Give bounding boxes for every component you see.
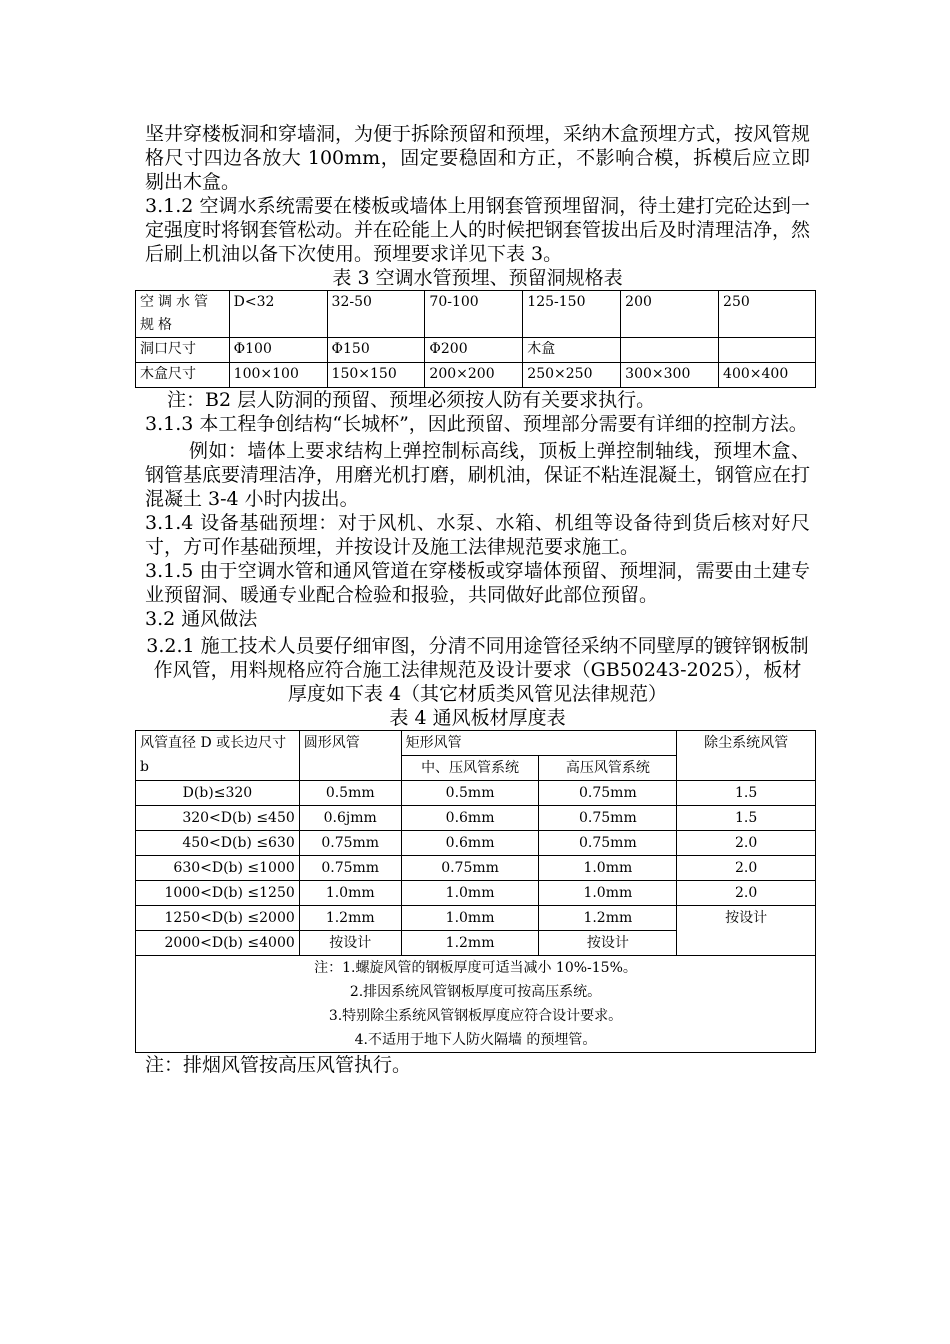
table-row	[136, 731, 816, 756]
table-cell: 150×150	[327, 363, 425, 388]
table-row	[136, 291, 816, 338]
note-line: 3.特别除尘系统风管钢板厚度应符合设计要求。	[328, 1008, 623, 1024]
table-cell: 2.0	[677, 856, 816, 881]
table-row	[136, 856, 816, 881]
table-cell: 1250<D(b) ≤2000	[136, 906, 300, 931]
table-header-cell: 矩形风管	[401, 731, 677, 756]
table-cell: 2000<D(b) ≤4000	[136, 931, 300, 956]
paragraph-3-1-4: 3.1.4 设备基础预埋：对于风机、水泵、水箱、机组等设备待到货后核对好尺寸，方可作基础预埋，并按设计及施工法律规范要求施工。	[145, 512, 810, 558]
table-cell: 0.6mm	[401, 831, 539, 856]
table-cell: 空调水管规格	[136, 291, 230, 338]
paragraph-3-1-5: 3.1.5 由于空调水管和通风管道在穿楼板或穿墙体预留、预埋洞，需要由土建专业预留洞、暖通专业配合检验和报验，共同做好此部位预留。	[145, 560, 810, 606]
paragraph-1: 坚井穿楼板洞和穿墙洞，为便于拆除预留和预埋，采纳木盒预埋方式，按风管规格尺寸四边各放大 100mm，固定要稳固和方正，不影响合模，拆模后应立即剔出木盒。	[145, 123, 811, 193]
note-b2: 注：B2 层人防洞的预留、预埋必须按人防有关要求执行。	[167, 389, 656, 411]
table-cell: 250×250	[523, 363, 621, 388]
table-cell: 200×200	[425, 363, 523, 388]
table-cell	[621, 338, 719, 363]
note-smoke-exhaust: 注：排烟风管按高压风管执行。	[145, 1054, 412, 1076]
table3	[135, 290, 816, 388]
table-cell: 0.5mm	[401, 781, 539, 806]
table-header-cell: 除尘系统风管	[677, 731, 816, 781]
table-header-cell: 中、压风管系统	[401, 756, 539, 781]
table-cell: 按设计	[677, 906, 816, 956]
table-cell: 200	[621, 291, 719, 338]
table-row	[136, 956, 816, 1053]
table-cell: 1.5	[677, 781, 816, 806]
table-row	[136, 881, 816, 906]
note-line: 4.不适用于地下人防火隔墙 的预埋管。	[354, 1032, 597, 1048]
table-cell	[719, 338, 816, 363]
table-cell: 450<D(b) ≤630	[136, 831, 300, 856]
paragraph-3-2-1: 3.2.1 施工技术人员要仔细审图，分清不同用途管径采纳不同壁厚的镀锌钢板制作风管，用料规格应符合施工法律规范及设计要求（GB50243-2025），板材厚度如下表 4（其它材质类风管见法律规范）	[146, 635, 809, 705]
table-cell: 32-50	[327, 291, 425, 338]
table-cell: 0.75mm	[539, 781, 677, 806]
document-page	[140, 122, 811, 1077]
table-cell: 400×400	[719, 363, 816, 388]
table-header-cell: 圆形风管	[299, 731, 401, 781]
table-row	[136, 363, 816, 388]
table4	[135, 730, 816, 1053]
table-cell: 70-100	[425, 291, 523, 338]
table-header-cell: 高压风管系统	[539, 756, 677, 781]
table-row	[136, 781, 816, 806]
paragraph-3-1-2: 3.1.2 空调水系统需要在楼板或墙体上用钢套管预埋留洞，待土建打完砼达到一定强度时将钢套管松动。并在砼能上人的时候把钢套管拔出后及时清理洁净，然后刷上机油以备下次使用。预埋要求详见下表 3。	[145, 195, 811, 265]
note-line: 注：1.螺旋风管的钢板厚度可适当减小 10%-15%。	[314, 960, 637, 976]
table-cell: 按设计	[539, 931, 677, 956]
table-header-cell: 风管直径 D 或长边尺寸 b	[136, 731, 300, 781]
table-cell: Φ150	[327, 338, 425, 363]
table4-caption: 表 4 通风板材厚度表	[389, 707, 566, 729]
table-row	[136, 831, 816, 856]
table-cell: 按设计	[299, 931, 401, 956]
table-cell: 1.2mm	[401, 931, 539, 956]
table-cell: 0.6jmm	[299, 806, 401, 831]
table-cell: 0.75mm	[539, 831, 677, 856]
table-cell: 630<D(b) ≤1000	[136, 856, 300, 881]
table-cell: 0.75mm	[299, 831, 401, 856]
table-cell: 木盒尺寸	[136, 363, 230, 388]
table-cell: 1.2mm	[539, 906, 677, 931]
paragraph-3-1-3: 3.1.3 本工程争创结构“长城杯”，因此预留、预埋部分需要有详细的控制方法。	[145, 413, 808, 435]
table-cell: 125-150	[523, 291, 621, 338]
paragraph-example: 例如：墙体上要求结构上弹控制标高线，顶板上弹控制轴线，预埋木盒、钢管基底要清理洁净，用磨光机打磨，刷机油，保证不粘连混凝土，钢管应在打混凝土 3-4 小时内拔出。	[145, 440, 811, 510]
table-cell: 0.75mm	[299, 856, 401, 881]
table-cell: 0.6mm	[401, 806, 539, 831]
table-cell: 1.0mm	[539, 881, 677, 906]
table-cell: 2.0	[677, 831, 816, 856]
table-cell: 0.75mm	[401, 856, 539, 881]
table-row	[136, 906, 816, 931]
table-cell: Φ100	[229, 338, 327, 363]
table4-notes	[136, 956, 816, 1053]
table-cell: 1.0mm	[539, 856, 677, 881]
table-cell: D(b)≤320	[136, 781, 300, 806]
table-cell: 320<D(b) ≤450	[136, 806, 300, 831]
table-cell: 100×100	[229, 363, 327, 388]
table-cell: 2.0	[677, 881, 816, 906]
table-cell: 0.5mm	[299, 781, 401, 806]
table-cell: 1.0mm	[299, 881, 401, 906]
table-cell: Φ200	[425, 338, 523, 363]
table3-caption: 表 3 空调水管预埋、预留洞规格表	[332, 267, 623, 289]
table-cell: 1.2mm	[299, 906, 401, 931]
note-line: 2.排因系统风管钢板厚度可按高压系统。	[349, 984, 602, 1000]
table-cell: 洞口尺寸	[136, 338, 230, 363]
table-cell: 1.0mm	[401, 881, 539, 906]
table-cell: 300×300	[621, 363, 719, 388]
table-row	[136, 806, 816, 831]
table-cell: 1000<D(b) ≤1250	[136, 881, 300, 906]
table-cell: 木盒	[523, 338, 621, 363]
table-cell: 1.0mm	[401, 906, 539, 931]
table-cell: 0.75mm	[539, 806, 677, 831]
table-cell: D<32	[229, 291, 327, 338]
table-row	[136, 338, 816, 363]
table-cell: 1.5	[677, 806, 816, 831]
table-cell: 250	[719, 291, 816, 338]
heading-3-2: 3.2 通风做法	[145, 608, 258, 630]
